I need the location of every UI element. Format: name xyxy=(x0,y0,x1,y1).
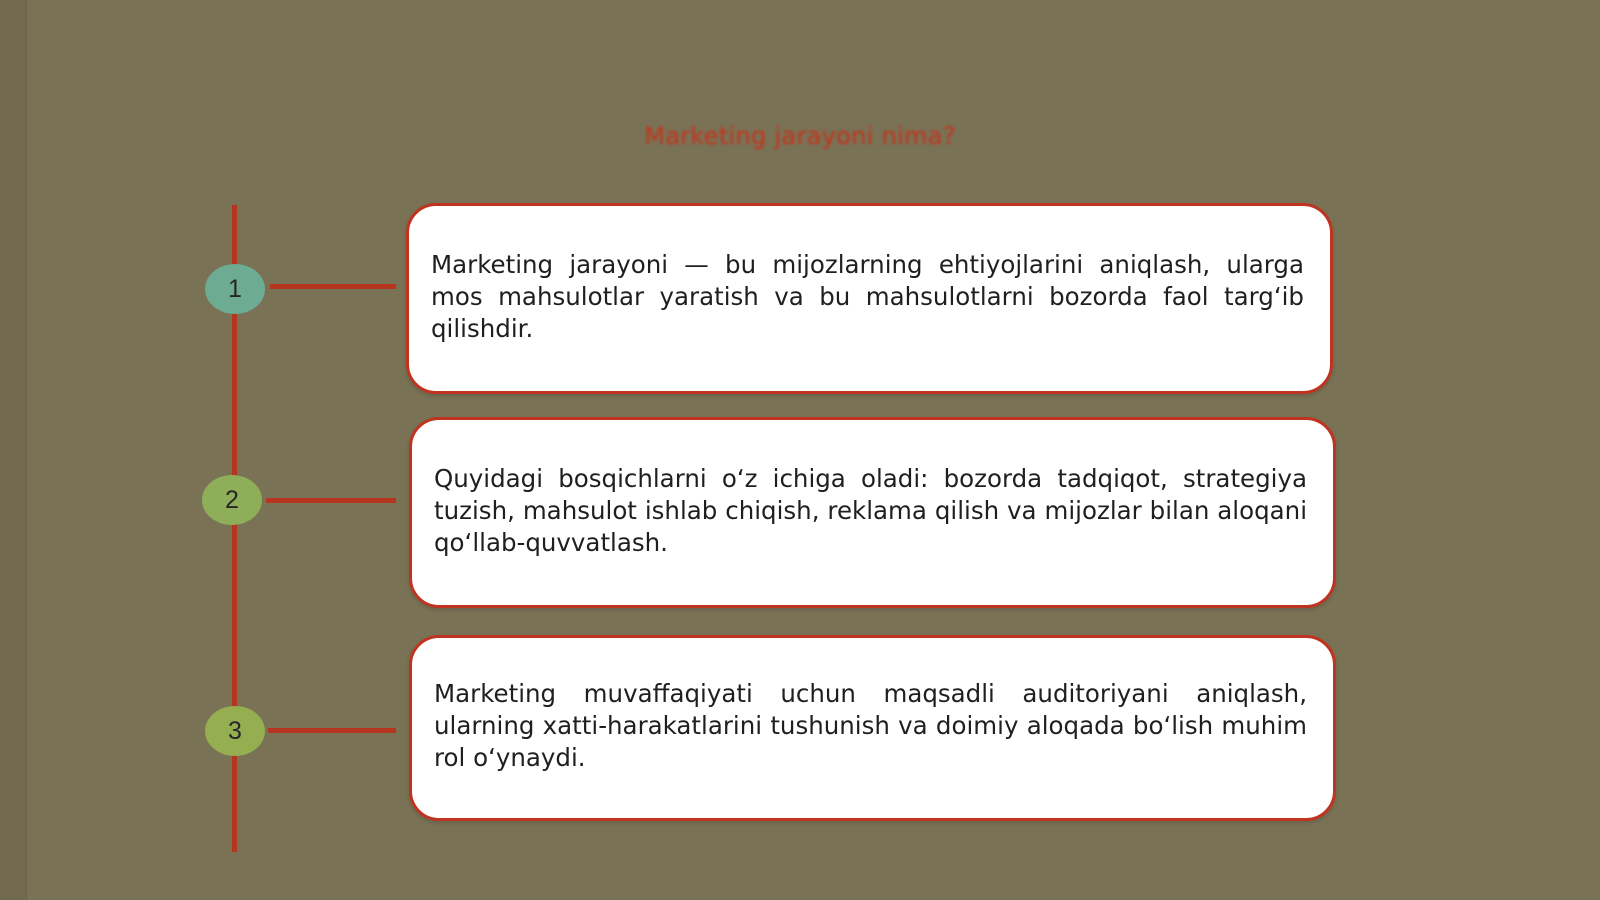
step-card-3-text: Marketing muvaffaqiyati uchun maqsadli auditoriyani aniqlash, ularning xatti-harakatlarini tushunish va doimiy aloqada boʻlish muhim rol oʻynaydi. xyxy=(434,679,1307,772)
connector-2 xyxy=(266,498,396,503)
step-card-3 xyxy=(409,635,1336,821)
step-card-1-text: Marketing jarayoni — bu mijozlarning ehtiyojlarini aniqlash, ularga mos mahsulotlar yaratish va bu mahsulotlarni bozorda faol targʻib qilishdir. xyxy=(431,249,1304,343)
step-card-2-text: Quyidagi bosqichlarni oʻz ichiga oladi: bozorda tadqiqot, strategiya tuzish, mahsulot ishlab chiqish, reklama qilish va mijozlar bilan aloqani qoʻllab-quvvatlash. xyxy=(434,463,1307,557)
step-number-badge-3: 3 xyxy=(205,706,265,756)
step-card-2 xyxy=(409,417,1336,608)
step-card-1 xyxy=(406,203,1333,394)
step-number-badge-2: 2 xyxy=(202,475,262,525)
slide-title: Marketing jarayoni nima? xyxy=(644,122,956,150)
connector-3 xyxy=(268,728,396,733)
step-number-badge-1: 1 xyxy=(205,264,265,314)
connector-1 xyxy=(270,284,396,289)
